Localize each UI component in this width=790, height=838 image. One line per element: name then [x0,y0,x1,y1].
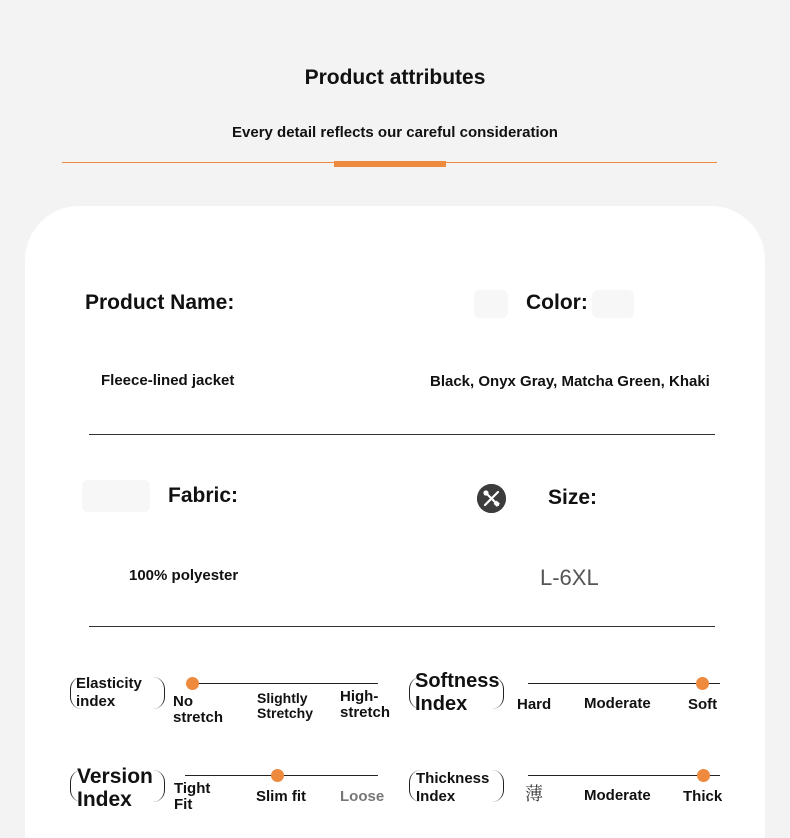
elasticity-option-slightly-stretchy: Slightly Stretchy [257,690,314,721]
elasticity-index-label: Elasticity index [76,675,142,710]
tools-icon [477,484,506,513]
elasticity-selected-dot [186,677,199,690]
softness-selected-dot [696,677,709,690]
version-option-slim-fit: Slim fit [256,788,307,805]
softness-option-soft: Soft [688,696,718,713]
row-divider [89,626,715,627]
fabric-label: Fabric: [168,484,239,507]
product-name-value: Fleece-lined jacket [101,372,235,389]
size-value: L-6XL [540,565,599,590]
elasticity-option-high-stretch: High- stretch [340,688,391,721]
elasticity-scale-line [188,683,378,684]
softness-option-moderate: Moderate [584,695,651,712]
thickness-index-label: Thickness Index [416,770,490,805]
version-option-tight-fit: Tight Fit [174,780,211,813]
row-divider [89,434,715,435]
elasticity-option-no-stretch: No stretch [173,693,224,726]
color-value: Black, Onyx Gray, Matcha Green, Khaki [430,373,710,390]
thickness-option-thick: Thick [683,788,723,805]
softness-scale-line [528,683,720,684]
thickness-scale-line [528,775,720,776]
thickness-selected-dot [697,769,710,782]
color-label: Color: [526,291,588,314]
softness-index-label: Softness Index [415,670,500,715]
header-divider-accent [334,161,446,167]
softness-option-hard: Hard [517,696,552,713]
version-index-label: Version Index [77,765,153,811]
thickness-option-thin: 薄 [525,784,543,805]
version-selected-dot [271,769,284,782]
size-label: Size: [548,486,598,509]
page-subtitle: Every detail reflects our careful consideration [232,124,558,141]
thickness-option-moderate: Moderate [584,787,651,804]
ghost-decoration [592,290,634,318]
version-option-loose: Loose [340,788,385,805]
fabric-value: 100% polyester [129,567,239,584]
ghost-decoration [474,290,508,318]
ghost-decoration [82,480,150,512]
page-title: Product attributes [304,66,486,89]
product-name-label: Product Name: [85,291,235,314]
